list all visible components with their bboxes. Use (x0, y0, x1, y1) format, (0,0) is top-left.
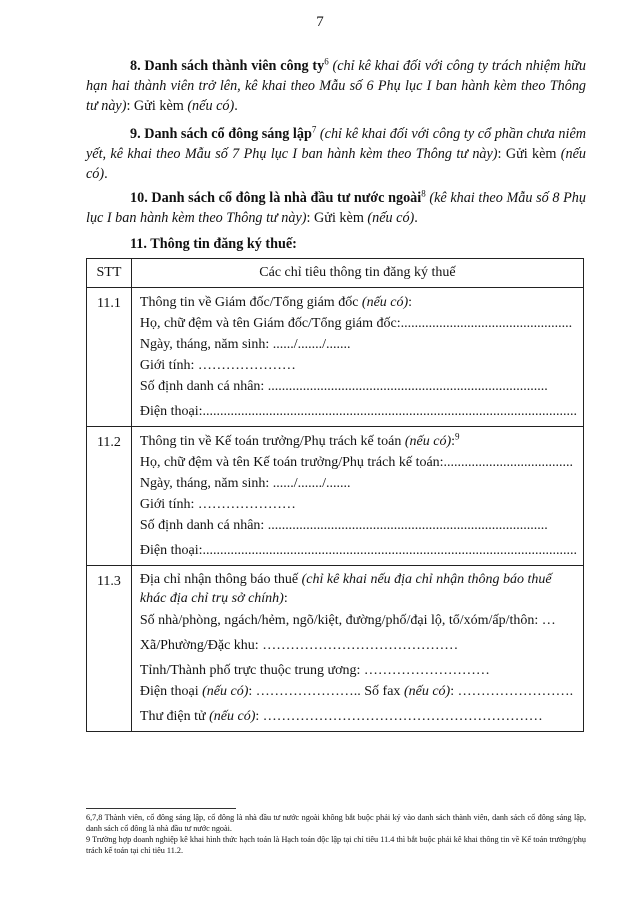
section-10-paragraph (86, 188, 586, 228)
row-title (140, 570, 577, 608)
field-line: Họ, chữ đệm và tên Giám đốc/Tổng giám đốc:................................................. (139, 316, 573, 331)
section-10-end: . (414, 210, 418, 226)
row-title-text: Địa chỉ nhận thông báo thuế (139, 572, 302, 587)
field-line: Số nhà/phòng, ngách/hẻm, ngõ/kiệt, đường/phố/đại lộ, tổ/xóm/ấp/thôn: … (139, 613, 556, 628)
email-line (140, 706, 577, 727)
header-stt: STT (87, 259, 132, 288)
field-line: Số định danh cá nhân: ................................................................................ (139, 379, 548, 394)
section-10-tail: : Gửi kèm (306, 210, 368, 226)
footnote-9: 9 Trường hợp doanh nghiệp kê khai hình thức hạch toán là Hạch toán độc lập tại chỉ tiêu 11.4 thì bắt buộc phải kê khai thông tin về Kế toán trưởng/phụ trách kế toán tại chỉ tiêu 11.2. (86, 835, 586, 855)
section-9-note: (chỉ kê khai đối với công ty cổ phần chưa niêm yết, kê khai theo Mẫu số 7 Phụ lục I ban hành kèm theo Thông tư này) (86, 126, 586, 162)
section-10-title: 10. Danh sách cổ đông là nhà đầu tư nước ngoài (130, 190, 422, 206)
section-8-note: (chỉ kê khai đối với công ty trách nhiệm hữu hạn hai thành viên trở lên, kê khai theo Mẫu số 6 Phụ lục I ban hành kèm theo Thông tư này) (86, 58, 586, 114)
section-11-title: 11. Thông tin đăng ký thuế: (130, 236, 297, 252)
row-title-end: : (283, 591, 288, 606)
fax-label: Số fax (364, 684, 404, 699)
row-title-text: Thông tin về Kế toán trưởng/Phụ trách kế toán (139, 434, 405, 449)
row-stt: 11.3 (87, 566, 132, 732)
field-line: Tỉnh/Thành phố trực thuộc trung ương: ……………………… (139, 663, 490, 678)
section-8-paragraph (86, 56, 586, 116)
footnote-ref-9: 9 (455, 431, 460, 442)
table-row-11-1 (87, 288, 584, 427)
footnote-ref-7: 7 (311, 124, 317, 135)
email-dots: : …………………………………………………… (255, 709, 543, 724)
section-8-end: . (234, 98, 238, 114)
row-title-optional: (nếu có) (361, 295, 409, 310)
footnote-ref-8: 8 (421, 188, 426, 199)
row-title-note: (chỉ kê khai nếu địa chỉ nhận thông báo thuế khác địa chỉ trụ sở chính) (139, 572, 552, 606)
row-content (131, 288, 583, 427)
section-9-title: 9. Danh sách cổ đông sáng lập (130, 126, 312, 142)
section-9-paragraph (86, 124, 586, 184)
phone-fax-line (140, 681, 577, 702)
phone-label: Điện thoại (139, 684, 203, 699)
phone-optional: (nếu có) (202, 684, 249, 699)
field-line: Ngày, tháng, năm sinh: ....../......./....... (139, 476, 351, 491)
fax-optional: (nếu có) (403, 684, 451, 699)
row-title (140, 431, 577, 452)
footnote-6-7-8: 6,7,8 Thành viên, cổ đông sáng lập, cổ đông là nhà đầu tư nước ngoài không bắt buộc phải ký vào danh sách thành viên, danh sách cổ đông sáng lập, danh sách cổ đông là nhà đầu tư nước ngoài. (86, 813, 586, 833)
row-stt: 11.1 (87, 288, 132, 427)
section-8-optional: (nếu có) (187, 98, 235, 114)
table-row-11-3 (87, 566, 584, 732)
email-label: Thư điện tử (139, 709, 210, 724)
email-optional: (nếu có) (209, 709, 256, 724)
row-content (131, 427, 583, 566)
section-9-optional: (nếu có) (86, 146, 587, 182)
footnotes (86, 812, 586, 856)
table-row-11-2 (87, 427, 584, 566)
footnote-ref-6: 6 (324, 56, 329, 67)
phone-dots: : ………………….. (248, 684, 365, 699)
field-line: Giới tính: ………………… (139, 497, 296, 512)
footnote-divider (86, 808, 236, 809)
tax-registration-table (86, 258, 584, 732)
field-line: Giới tính: ………………… (139, 358, 296, 373)
field-line: Xã/Phường/Đặc khu: …………………………………… (139, 638, 459, 653)
section-10-note: (kê khai theo Mẫu số 8 Phụ lục I ban hành kèm theo Thông tư này) (86, 190, 586, 226)
row-title-end: : (451, 434, 456, 449)
row-title-text: Thông tin về Giám đốc/Tổng giám đốc (139, 295, 362, 310)
field-line: Số định danh cá nhân: ................................................................................ (139, 518, 548, 533)
row-stt: 11.2 (87, 427, 132, 566)
page-number: 7 (316, 14, 324, 30)
section-8-tail: : Gửi kèm (126, 98, 188, 114)
row-title-end: : (408, 295, 413, 310)
row-title-optional: (nếu có) (404, 434, 452, 449)
section-8-title: 8. Danh sách thành viên công ty (130, 58, 325, 74)
row-content (131, 566, 583, 732)
row-title (140, 292, 577, 313)
field-line: Họ, chữ đệm và tên Kế toán trưởng/Phụ trách kế toán:..................................... (139, 455, 574, 470)
field-line: Điện thoại:........................................................................................................... (139, 543, 577, 558)
section-9-tail: : Gửi kèm (497, 146, 561, 162)
header-content: Các chỉ tiêu thông tin đăng ký thuế (131, 259, 583, 288)
field-line: Điện thoại:........................................................................................................... (139, 404, 577, 419)
fax-dots: : ……………………. (450, 684, 574, 699)
table-header-row (87, 259, 584, 288)
section-9-end: . (104, 166, 108, 182)
section-10-optional: (nếu có) (367, 210, 415, 226)
field-line: Ngày, tháng, năm sinh: ....../......./....... (139, 337, 351, 352)
